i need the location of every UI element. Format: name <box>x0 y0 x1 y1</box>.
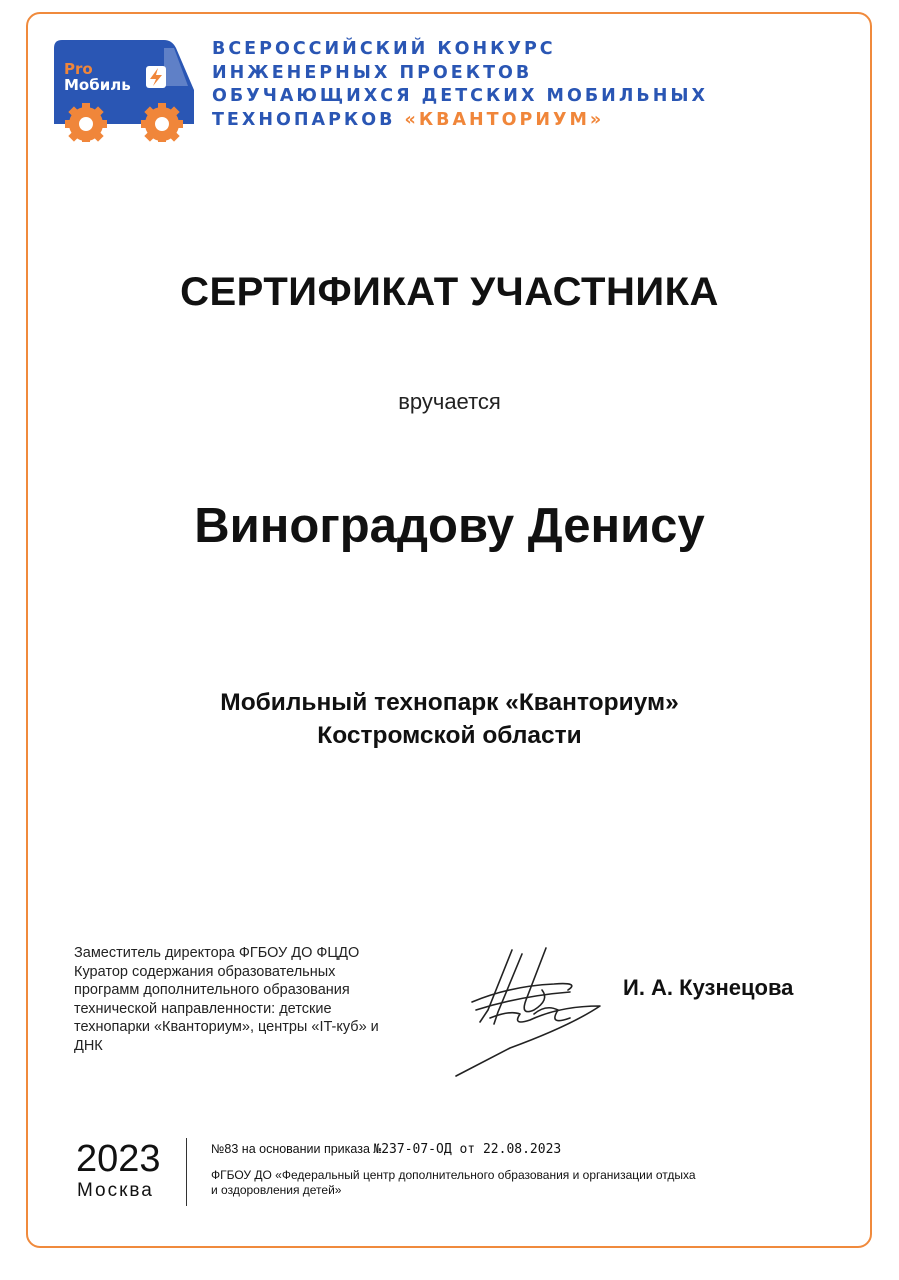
header-line-3: ОБУЧАЮЩИХСЯ ДЕТСКИХ МОБИЛЬНЫХ <box>212 86 708 106</box>
position-line: технической направленности: детские <box>74 1000 332 1017</box>
certificate-title: СЕРТИФИКАТ УЧАСТНИКА <box>180 270 719 314</box>
header-line-4 <box>212 109 772 133</box>
order-reference <box>211 1142 561 1157</box>
pro-mobil-van-logo <box>52 38 197 142</box>
header-line-2: ИНЖЕНЕРНЫХ ПРОЕКТОВ <box>212 62 533 83</box>
organization-line-2: Костромской области <box>317 722 582 749</box>
order-number: №237-07-ОД от 22.08.2023 <box>373 1142 562 1157</box>
issue-year: 2023 <box>76 1138 161 1180</box>
certificate-border <box>26 12 872 1248</box>
issue-city: Москва <box>77 1180 154 1201</box>
contest-header <box>212 38 772 132</box>
signatory-name: И. А. Кузнецова <box>623 975 794 1000</box>
position-line: программ дополнительного образования <box>74 982 350 998</box>
logo-text-mobil: Мобиль <box>64 76 131 94</box>
organization <box>0 686 899 752</box>
position-line: Заместитель директора ФГБОУ ДО ФЦДО <box>74 945 360 961</box>
organization-line-1: Мобильный технопарк «Кванториум» <box>220 689 679 716</box>
recipient-name: Виноградову Денису <box>194 499 705 553</box>
handwritten-signature <box>450 940 610 1080</box>
order-prefix: №83 на основании приказа <box>211 1142 374 1156</box>
position-line: Куратор содержания образовательных <box>74 963 336 980</box>
issuer-line-2: и оздоровления детей» <box>211 1182 342 1197</box>
logo-text-pro: Pro <box>64 60 93 78</box>
issuer-line-1: ФГБОУ ДО «Федеральный центр дополнительного образования и организации отдыха <box>211 1168 696 1182</box>
issuer-name <box>211 1168 771 1197</box>
position-line: технопарки «Кванториум», центры «IT-куб» и <box>74 1019 379 1035</box>
position-line: ДНК <box>74 1037 103 1054</box>
header-line-4-prefix: ТЕХНОПАРКОВ <box>212 109 405 130</box>
signatory-position <box>74 944 444 1055</box>
header-line-1: ВСЕРОССИЙСКИЙ КОНКУРС <box>212 39 556 59</box>
van-window <box>164 48 188 86</box>
header-kvantorium: «КВАНТОРИУМ» <box>404 109 605 130</box>
awarded-to-label: вручается <box>398 389 501 414</box>
footer-divider <box>186 1138 187 1206</box>
